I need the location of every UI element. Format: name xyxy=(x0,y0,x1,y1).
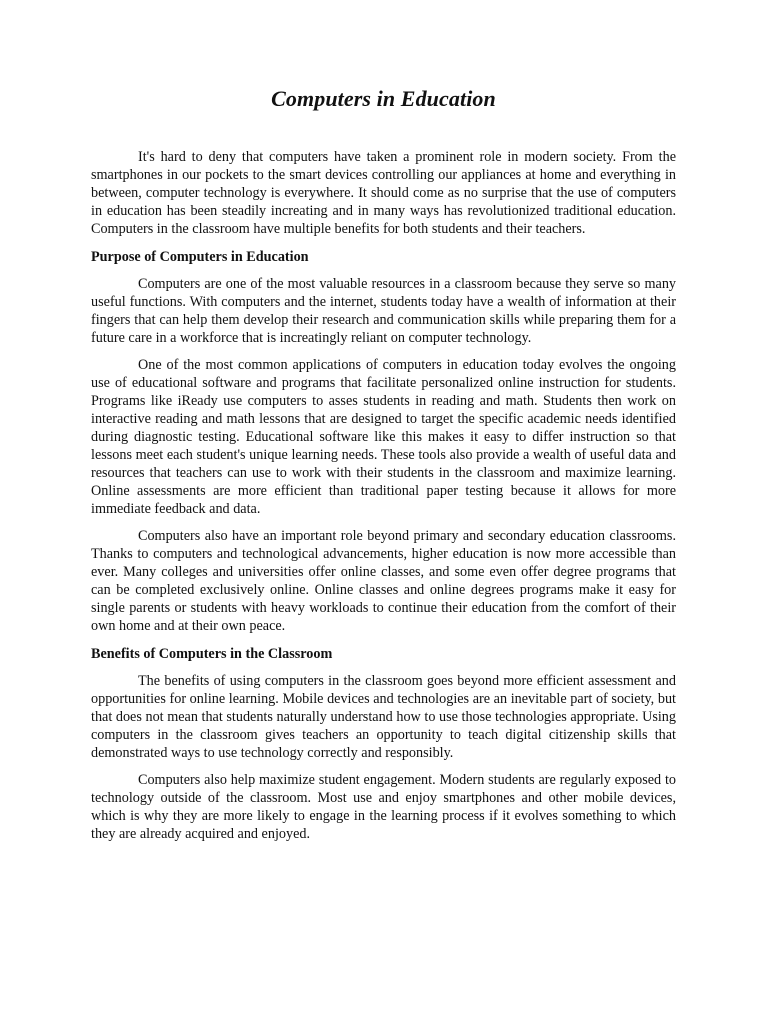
purpose-paragraph-3: Computers also have an important role beyond primary and secondary education classrooms. Thanks to computers and technological advancements, higher education is now more accessible than ever. Many colleges and universities offer online classes, and some even offer degree programs that can be completed exclusively online. Online classes and online degrees programs make it easy for single parents or students with heavy workloads to continue their education from the comfort of their own home and at their own peace. xyxy=(91,528,676,634)
section-heading-benefits: Benefits of Computers in the Classroom xyxy=(91,646,333,662)
benefits-paragraph-1: The benefits of using computers in the classroom goes beyond more efficient assessment and opportunities for online learning. Mobile devices and technologies are an inevitable part of society, but that does not mean that students naturally understand how to use those technologies appropriate. Using computers in the classroom gives teachers an opportunity to teach digital citizenship skills that demonstrated ways to use technology correctly and responsibly. xyxy=(91,673,676,761)
purpose-paragraph-1: Computers are one of the most valuable resources in a classroom because they serve so many useful functions. With computers and the internet, students today have a wealth of information at their fingers that can help them develop their research and communication skills while preparing them for a future care in a workforce that is increatingly reliant on computer technology. xyxy=(91,276,676,346)
section-heading-purpose: Purpose of Computers in Education xyxy=(91,249,309,265)
benefits-paragraph-2: Computers also help maximize student engagement. Modern students are regularly exposed to technology outside of the classroom. Most use and enjoy smartphones and other mobile devices, which is why they are more likely to engage in the learning process if it evolves something to which they are already acquired and enjoyed. xyxy=(91,772,676,842)
purpose-paragraph-2: One of the most common applications of computers in education today evolves the ongoing use of educational software and programs that facilitate personalized online instruction for students. Programs like iReady use computers to asses students in reading and math. Students then work on interactive reading and math lessons that are designed to target the specific academic needs identified during diagnostic testing. Educational software like this makes it easy to differ instruction so that lessons meet each student's unique learning needs. These tools also provide a wealth of useful data and resources that teachers can use to work with their students in the classroom and maximize learning. Online assessments are more efficient than traditional paper testing because it allows for more immediate feedback and data. xyxy=(91,357,676,517)
document-page xyxy=(91,86,676,852)
intro-paragraph: It's hard to deny that computers have taken a prominent role in modern society. From the smartphones in our pockets to the smart devices controlling our appliances at home and everything in between, computer technology is everywhere. It should come as no surprise that the use of computers in education has been steadily increating and in many ways has revolutionized traditional education. Computers in the classroom have multiple benefits for both students and their teachers. xyxy=(91,149,676,237)
page-title: Computers in Education xyxy=(271,86,496,111)
